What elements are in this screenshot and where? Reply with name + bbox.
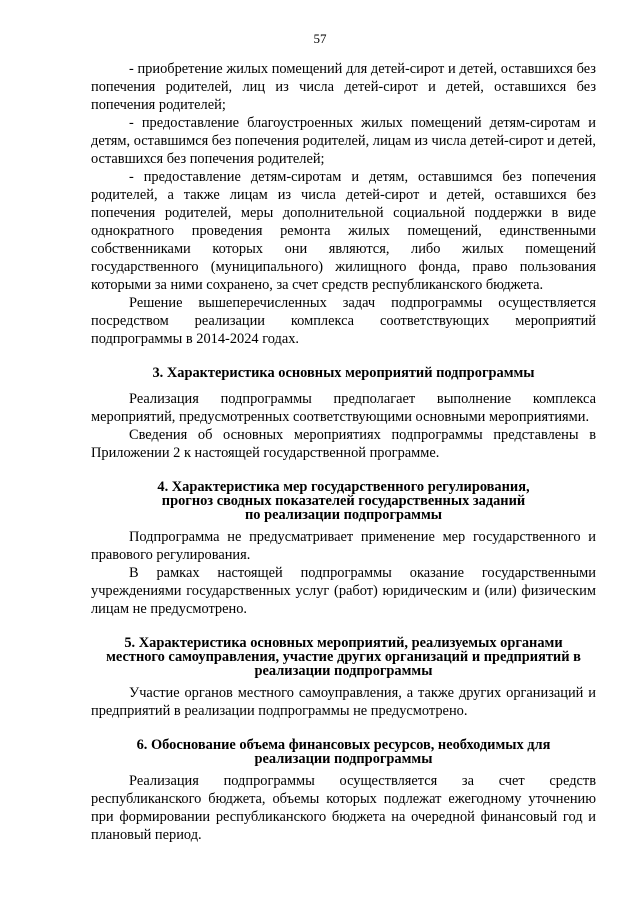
paragraph: Реализация подпрограммы осуществляется за счет средств республиканского бюджета, объемы которых подлежат ежегодному уточнению при формировании республиканского бюджета на очередной финансовый год и плановый период. [91, 773, 596, 843]
heading-line: 6. Обоснование объема финансовых ресурсов, необходимых для [136, 737, 551, 753]
heading-line: 4. Характеристика мер государственного регулирования, [157, 479, 530, 495]
list-item: - предоставление детям-сиротам и детям, оставшимся без попечения родителей, а также лицам из числа детей-сирот и детей, оставшихся без попечения родителей, меры дополнительной социальной поддержки в виде однократного проведения ремонта жилых помещений, единственными собственниками которых они являются, либо жилых помещений государственного (муниципального) жилищного фонда, право пользования которыми за ними сохранено, за счет средств республиканского бюджета. [91, 169, 596, 293]
section-heading [91, 366, 596, 380]
heading-line: местного самоуправления, участие других организаций и предприятий в [106, 649, 581, 665]
heading-line: прогноз сводных показателей государственных заданий [161, 493, 526, 509]
paragraph: В рамках настоящей подпрограммы оказание государственными учреждениями государственных услуг (работ) юридическим и (или) физическим лицам не предусмотрено. [91, 565, 596, 617]
list-item: - предоставление благоустроенных жилых помещений детям-сиротам и детям, оставшимся без попечения родителей, лицам из числа детей-сирот и детей, оставшихся без попечения родителей; [91, 115, 596, 167]
paragraph: Решение вышеперечисленных задач подпрограммы осуществляется посредством реализации комплекса соответствующих мероприятий подпрограммы в 2014-2024 годах. [91, 295, 596, 347]
heading-line: 3. Характеристика основных мероприятий подпрограммы [152, 365, 535, 381]
heading-line: реализации подпрограммы [254, 751, 433, 767]
page-number: 57 [313, 31, 327, 46]
heading-line: 5. Характеристика основных мероприятий, реализуемых органами [124, 635, 563, 651]
paragraph: Участие органов местного самоуправления, а также других организаций и предприятий в реализации подпрограммы не предусмотрено. [91, 685, 596, 719]
section-heading [91, 738, 596, 766]
heading-line: по реализации подпрограммы [244, 507, 443, 523]
paragraph: Сведения об основных мероприятиях подпрограммы представлены в Приложении 2 к настоящей государственной программе. [91, 427, 596, 461]
heading-line: реализации подпрограммы [254, 663, 433, 679]
paragraph: Реализация подпрограммы предполагает выполнение комплекса мероприятий, предусмотренных соответствующими основными мероприятиями. [91, 391, 596, 425]
section-heading [91, 636, 596, 678]
section-heading [91, 480, 596, 522]
page-content [91, 60, 596, 844]
list-item: - приобретение жилых помещений для детей-сирот и детей, оставшихся без попечения родителей, лиц из числа детей-сирот и детей, оставшихся без попечения родителей; [91, 61, 596, 113]
paragraph: Подпрограмма не предусматривает применение мер государственного и правового регулирования. [91, 529, 596, 563]
